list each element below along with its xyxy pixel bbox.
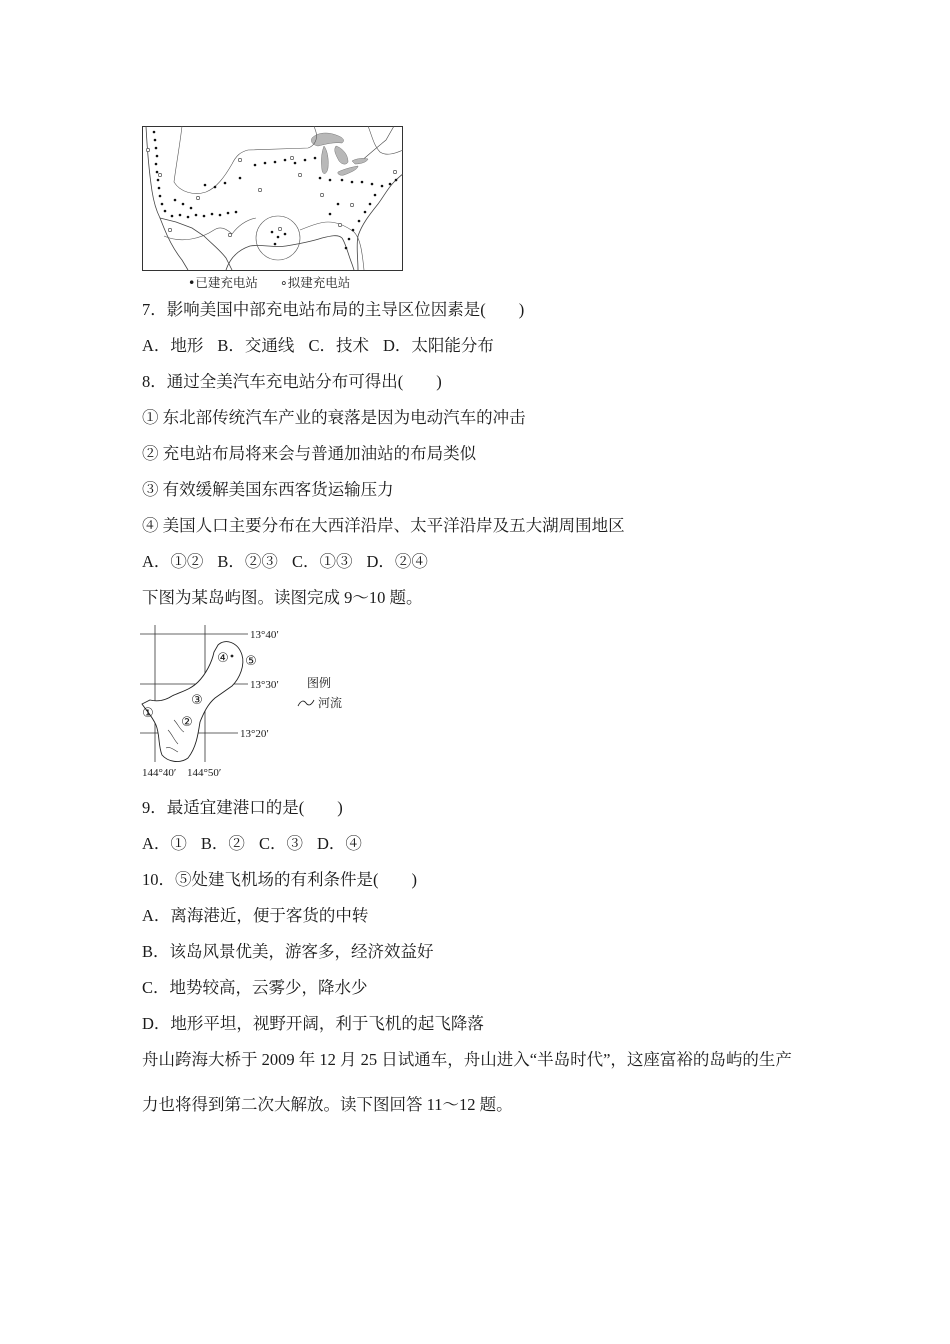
q7-option-d: D．太阳能分布 bbox=[382, 336, 494, 355]
built-station-dot bbox=[371, 183, 374, 186]
built-station-dot bbox=[329, 179, 332, 182]
q8-option-a: A．①② bbox=[142, 552, 204, 571]
passage-line-1: 舟山跨海大桥于 2009 年 12 月 25 日试通车，舟山进入“半岛时代”，这座富裕的岛屿的生产 bbox=[142, 1050, 792, 1069]
passage-line-2: 力也将得到第二次大解放。读下图回答 11～12 题。 bbox=[142, 1095, 513, 1114]
legend-title: 图例 bbox=[307, 676, 332, 690]
q10-stem: 10．⑤处建飞机场的有利条件是( ) bbox=[142, 870, 417, 889]
built-station-dot bbox=[182, 203, 185, 206]
built-station-dot bbox=[337, 203, 340, 206]
point-3-label: ③ bbox=[191, 693, 203, 708]
planned-station-circle bbox=[350, 203, 353, 206]
planned-station-circle bbox=[146, 148, 149, 151]
planned-station-circle bbox=[338, 223, 341, 226]
q9-option-a: A．① bbox=[142, 834, 187, 853]
built-station-dot bbox=[214, 186, 217, 189]
point-2-label: ② bbox=[181, 715, 193, 730]
built-station-dot bbox=[345, 247, 348, 250]
built-station-dot bbox=[174, 199, 177, 202]
point-5-label: ⑤ bbox=[245, 654, 257, 669]
q7-option-b: B．交通线 bbox=[217, 336, 295, 355]
built-station-dot bbox=[224, 182, 227, 185]
q8-option-c: C．①③ bbox=[291, 552, 353, 571]
built-station-dot bbox=[190, 207, 193, 210]
built-station-dot bbox=[154, 139, 157, 142]
built-station-dot bbox=[294, 162, 297, 165]
built-station-dot bbox=[352, 229, 355, 232]
built-station-dot bbox=[195, 214, 198, 217]
built-station-dot bbox=[314, 157, 317, 160]
built-station-dot bbox=[369, 203, 372, 206]
built-station-dot bbox=[364, 211, 367, 214]
built-station-dot bbox=[329, 213, 332, 216]
point-1-label: ① bbox=[142, 706, 154, 721]
built-station-dot bbox=[179, 214, 182, 217]
built-station-dot bbox=[389, 183, 392, 186]
built-station-dot bbox=[361, 181, 364, 184]
built-station-dot bbox=[159, 195, 162, 198]
map-legend bbox=[188, 274, 350, 292]
built-station-dot bbox=[341, 179, 344, 182]
q8-stem: 8．通过全美汽车充电站分布可得出( ) bbox=[142, 372, 442, 391]
built-symbol: • bbox=[188, 275, 196, 290]
q9-options bbox=[142, 826, 792, 862]
legend-item-planned bbox=[280, 275, 350, 290]
built-station-dot bbox=[319, 177, 322, 180]
planned-station-circle bbox=[393, 170, 396, 173]
built-station-dot bbox=[374, 194, 377, 197]
q10-option-d: D．地形平坦，视野开阔，利于飞机的起飞降落 bbox=[142, 1014, 484, 1033]
lon-label-144-50: 144°50′ bbox=[187, 767, 222, 779]
built-station-dot bbox=[158, 187, 161, 190]
built-station-dot bbox=[156, 155, 159, 158]
site-marker bbox=[231, 655, 234, 658]
built-station-dot bbox=[211, 213, 214, 216]
intro-9-10: 下图为某岛屿图。读图完成 9～10 题。 bbox=[142, 588, 423, 607]
built-station-dot bbox=[271, 231, 274, 234]
q8-option-b: B．②③ bbox=[217, 552, 278, 571]
questions-9-12 bbox=[142, 790, 792, 1123]
planned-label: 拟建充电站 bbox=[287, 275, 351, 290]
built-station-dot bbox=[164, 210, 167, 213]
built-station-dot bbox=[227, 212, 230, 215]
q7-option-a: A．地形 bbox=[142, 336, 204, 355]
built-station-dot bbox=[239, 177, 242, 180]
q8-statement-1: ① 东北部传统汽车产业的衰落是因为电动汽车的冲击 bbox=[142, 408, 526, 427]
q9-option-d: D．④ bbox=[316, 834, 362, 853]
planned-station-circle bbox=[298, 173, 301, 176]
legend-river-label: 河流 bbox=[318, 696, 343, 710]
built-station-dot bbox=[284, 159, 287, 162]
q8-statement-4: ④ 美国人口主要分布在大西洋沿岸、太平洋沿岸及五大湖周围地区 bbox=[142, 516, 625, 535]
built-station-dot bbox=[187, 216, 190, 219]
planned-station-circle bbox=[290, 156, 293, 159]
planned-station-circle bbox=[258, 188, 261, 191]
planned-station-circle bbox=[238, 158, 241, 161]
island-map bbox=[138, 620, 353, 785]
built-station-dot bbox=[395, 179, 398, 182]
built-station-dot bbox=[381, 185, 384, 188]
planned-station-circle bbox=[158, 173, 161, 176]
q7-options bbox=[142, 328, 625, 364]
built-station-dot bbox=[203, 215, 206, 218]
river-legend-icon bbox=[298, 700, 314, 706]
q8-statement-2: ② 充电站布局将来会与普通加油站的布局类似 bbox=[142, 444, 477, 463]
lat-label-13-30: 13°30′ bbox=[250, 679, 279, 691]
built-station-dot bbox=[235, 211, 238, 214]
built-station-dot bbox=[274, 243, 277, 246]
point-4-label: ④ bbox=[217, 651, 229, 666]
built-label: 已建充电站 bbox=[195, 275, 258, 290]
planned-station-circle bbox=[278, 227, 281, 230]
lat-label-13-40: 13°40′ bbox=[250, 629, 279, 641]
q7-stem: 7．影响美国中部充电站布局的主导区位因素是( ) bbox=[142, 300, 525, 319]
q8-statement-3: ③ 有效缓解美国东西客货运输压力 bbox=[142, 480, 394, 499]
built-station-dot bbox=[157, 179, 160, 182]
built-station-dot bbox=[219, 214, 222, 217]
planned-symbol: ∘ bbox=[279, 275, 288, 290]
q8-option-d: D．②④ bbox=[366, 552, 428, 571]
lat-label-13-20: 13°20′ bbox=[240, 728, 269, 740]
questions-7-8 bbox=[142, 292, 625, 616]
built-station-dot bbox=[284, 233, 287, 236]
q8-options bbox=[142, 544, 625, 580]
q9-option-b: B．② bbox=[200, 834, 245, 853]
q7-option-c: C．技术 bbox=[308, 336, 369, 355]
q10-option-b: B．该岛风景优美，游客多，经济效益好 bbox=[142, 942, 434, 961]
built-station-dot bbox=[264, 162, 267, 165]
built-station-dot bbox=[155, 163, 158, 166]
built-station-dot bbox=[304, 159, 307, 162]
planned-station-circle bbox=[228, 233, 231, 236]
built-station-dot bbox=[161, 203, 164, 206]
built-station-dot bbox=[358, 220, 361, 223]
built-station-dot bbox=[351, 181, 354, 184]
built-station-dot bbox=[204, 184, 207, 187]
q9-option-c: C．③ bbox=[258, 834, 303, 853]
q10-option-c: C．地势较高，云雾少，降水少 bbox=[142, 978, 368, 997]
map-frame bbox=[143, 127, 403, 271]
q9-stem: 9．最适宜建港口的是( ) bbox=[142, 798, 343, 817]
us-charging-station-map bbox=[142, 126, 403, 271]
q10-option-a: A．离海港近，便于客货的中转 bbox=[142, 906, 369, 925]
lon-label-144-40: 144°40′ bbox=[142, 767, 177, 779]
built-station-dot bbox=[348, 238, 351, 241]
built-station-dot bbox=[254, 164, 257, 167]
planned-station-circle bbox=[320, 193, 323, 196]
planned-station-circle bbox=[168, 228, 171, 231]
legend-item-built bbox=[188, 275, 258, 290]
built-station-dot bbox=[156, 171, 159, 174]
built-station-dot bbox=[155, 147, 158, 150]
built-station-dot bbox=[274, 161, 277, 164]
built-station-dot bbox=[153, 131, 156, 134]
planned-station-circle bbox=[196, 196, 199, 199]
built-station-dot bbox=[277, 236, 280, 239]
built-station-dot bbox=[171, 215, 174, 218]
